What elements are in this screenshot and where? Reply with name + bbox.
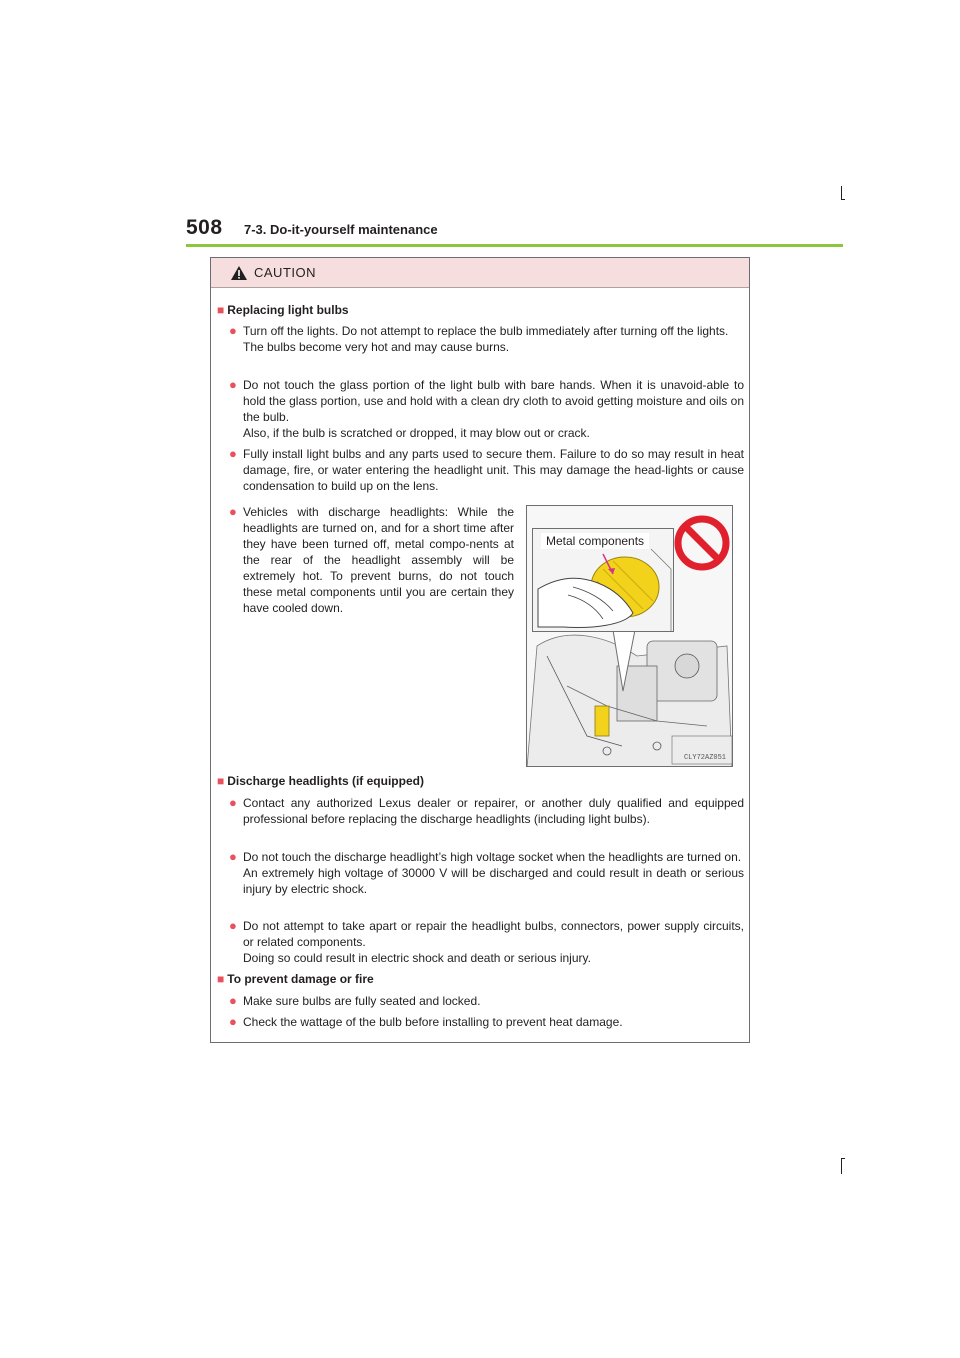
bullet-dot-icon: ● [229, 795, 237, 810]
header-rule [186, 244, 843, 247]
square-bullet-icon: ■ [217, 774, 225, 788]
bullet-dot-icon: ● [229, 323, 237, 338]
bullet-dot-icon: ● [229, 377, 237, 392]
square-bullet-icon: ■ [217, 972, 225, 986]
bullet-item: Do not touch the discharge headlight’s high voltage socket when the headlights are turned on. An extremely high voltage of 30000 V will be discharged and could result in death or serious injury by electric shock. [243, 850, 744, 896]
bullet-dot-icon: ● [229, 1014, 237, 1029]
section-heading-discharge-headlights: ■ Discharge headlights (if equipped) [217, 774, 424, 788]
bullet-item: Fully install light bulbs and any parts used to secure them. Failure to do so may result in heat damage, fire, or water entering the headlight unit. This may damage the head-lights or cause condensation to build up on the lens. [243, 447, 744, 493]
bullet-dot-icon: ● [229, 446, 237, 461]
bullet-dot-icon: ● [229, 849, 237, 864]
section-title: 7-3. Do-it-yourself maintenance [244, 222, 438, 237]
crop-mark-bottom-right-foot [841, 1158, 845, 1159]
caution-header [211, 258, 749, 288]
bullet-item: Do not touch the glass portion of the light bulb with bare hands. When it is unavoid-able to hold the glass portion, use and hold with a clean dry cloth to avoid getting moisture and oils on the bulb. Also, if the bulb is scratched or dropped, it may blow out or crack. [243, 378, 744, 440]
bullet-dot-icon: ● [229, 918, 237, 933]
section-heading-prevent-damage: ■ To prevent damage or fire [217, 972, 374, 986]
figure-code: CLY72AZ051 [683, 754, 726, 762]
callout-label: Metal components [541, 533, 649, 549]
crop-mark-bottom-right [841, 1158, 842, 1174]
bullet-item-discharge-heat: Vehicles with discharge headlights: While the headlights are turned on, and for a short time after they have been turned off, metal compo-nents at the rear of the headlight assembly will be extremely hot. To prevent burns, do not touch these metal components until you are certain they have cooled down. [243, 505, 514, 615]
crop-mark-top-right-foot [841, 199, 845, 200]
bullet-item: Turn off the lights. Do not attempt to replace the bulb immediately after turning off the lights. The bulbs become very hot and may cause burns. [243, 324, 729, 354]
warning-triangle-icon [230, 265, 248, 281]
bullet-item: Make sure bulbs are fully seated and locked. [243, 994, 481, 1008]
square-bullet-icon: ■ [217, 303, 225, 317]
crop-mark-top-right [841, 186, 842, 200]
section-heading-replacing-bulbs: ■ Replacing light bulbs [217, 303, 349, 317]
bullet-item: Do not attempt to take apart or repair the headlight bulbs, connectors, power supply circuits, or related components. Doing so could result in electric shock and death or serious injury. [243, 919, 744, 965]
prohibited-icon [674, 515, 730, 571]
bullet-item: Contact any authorized Lexus dealer or repairer, or another duly qualified and equipped professional before replacing the discharge headlights (including light bulbs). [243, 796, 744, 826]
caution-label: CAUTION [254, 265, 316, 280]
page-header [186, 216, 846, 246]
page-number: 508 [186, 216, 223, 239]
bullet-item: Check the wattage of the bulb before installing to prevent heat damage. [243, 1015, 623, 1029]
bullet-dot-icon: ● [229, 993, 237, 1008]
headlight-illustration [526, 505, 733, 767]
callout-metal-components [532, 528, 674, 632]
bullet-dot-icon: ● [229, 504, 237, 519]
